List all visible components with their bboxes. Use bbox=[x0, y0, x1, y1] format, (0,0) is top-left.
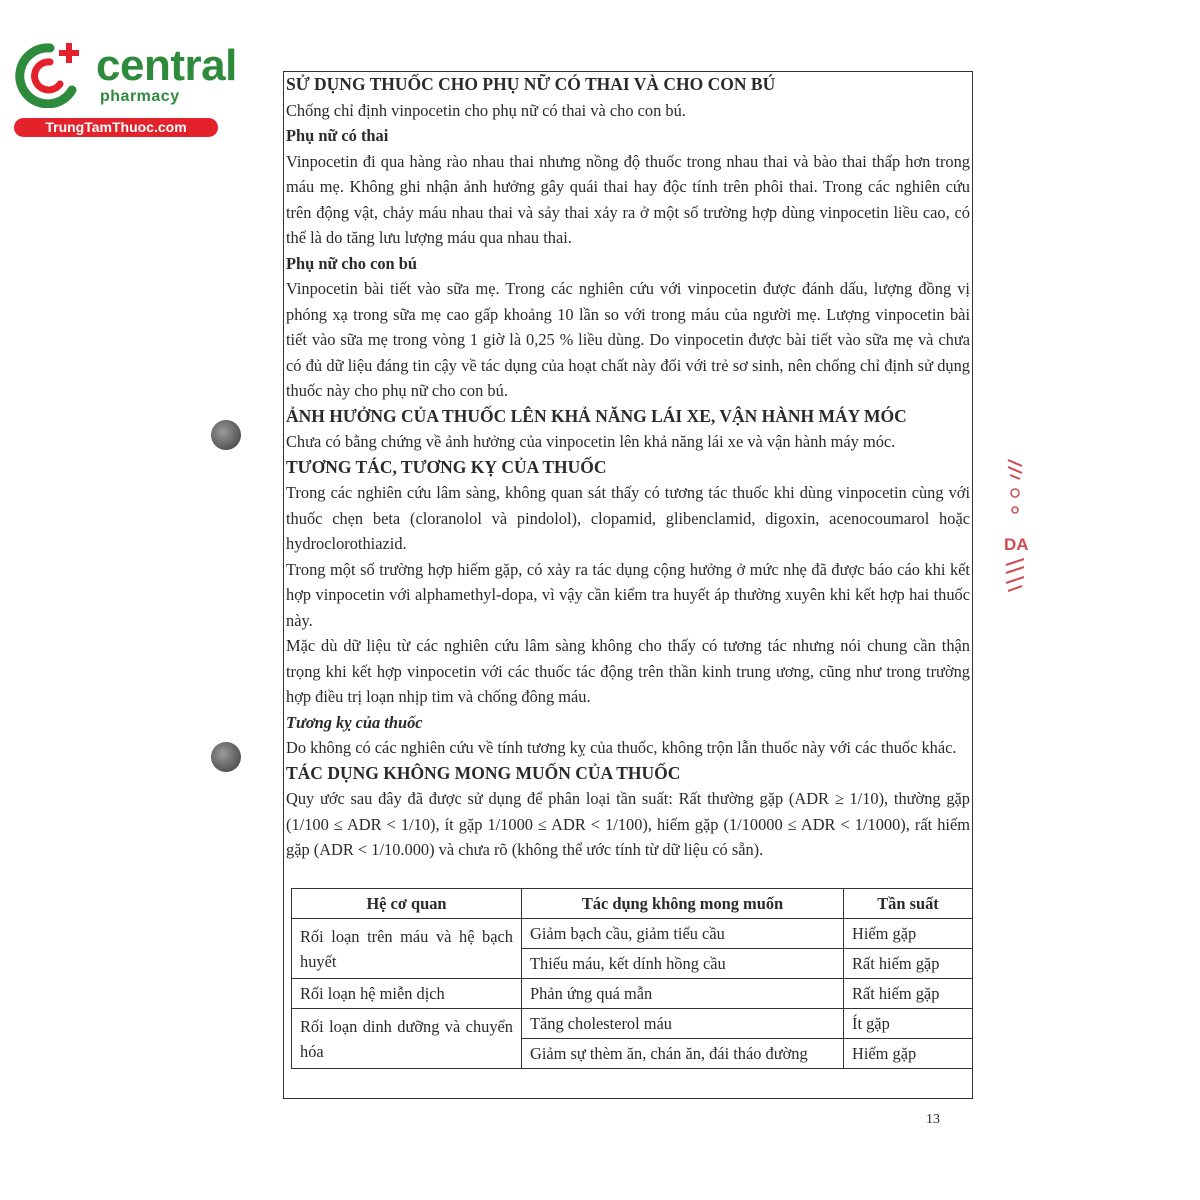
section-title-adverse: TÁC DỤNG KHÔNG MONG MUỐN CỦA THUỐC bbox=[286, 762, 681, 783]
table-header: Tần suất bbox=[844, 889, 973, 919]
table-header-row bbox=[292, 889, 973, 919]
paragraph-pregnancy-intro: Chống chỉ định vinpocetin cho phụ nữ có thai và cho con bú. bbox=[286, 100, 686, 120]
table-cell-frequency: Hiếm gặp bbox=[844, 1039, 973, 1069]
table-cell-effect: Phản ứng quá mẫn bbox=[522, 979, 844, 1009]
page-number: 13 bbox=[926, 1112, 940, 1127]
section-title-pregnancy: SỬ DỤNG THUỐC CHO PHỤ NỮ CÓ THAI VÀ CHO CON BÚ bbox=[286, 74, 776, 94]
section-title-driving: ẢNH HƯỞNG CỦA THUỐC LÊN KHẢ NĂNG LÁI XE, VẬN HÀNH MÁY MÓC bbox=[286, 405, 907, 426]
paragraph-pregnant: Vinpocetin đi qua hàng rào nhau thai nhưng nồng độ thuốc trong nhau thai và bào thai thấp hơn trong máu mẹ. Không ghi nhận ảnh hưởng gây quái thai hay độc tính trên phôi thai. Trong các nghiên cứu trên động vật, chảy máu nhau thai và sảy thai xảy ra ở một số trường hợp dùng vinpocetin liều cao, có thể là do tăng lưu lượng máu qua nhau thai. bbox=[286, 151, 970, 247]
paragraph-incompatibility: Do không có các nghiên cứu về tính tương kỵ của thuốc, không trộn lẫn thuốc này với các thuốc khác. bbox=[286, 738, 957, 757]
brand-site-badge: TrungTamThuoc.com bbox=[14, 118, 218, 137]
central-pharmacy-logo-icon bbox=[10, 38, 90, 108]
paragraph-adverse: Quy ước sau đây đã được sử dụng để phân loại tần suất: Rất thường gặp (ADR ≥ 1/10), thường gặp (1/100 ≤ ADR < 1/10), ít gặp 1/1000 ≤ ADR < 1/100), hiếm gặp (1/10000 ≤ ADR < 1/1000), rất hiếm gặp (ADR < 1/10.000) và chưa rõ (không thể ước tính từ dữ liệu có sẵn). bbox=[286, 789, 970, 859]
stamp-text: DA bbox=[1004, 535, 1029, 554]
adverse-effects-table bbox=[291, 888, 973, 1069]
table-cell-system: Rối loạn dinh dưỡng và chuyển hóa bbox=[292, 1009, 522, 1069]
table-cell-frequency: Rất hiếm gặp bbox=[844, 979, 973, 1009]
red-stamp-fragment bbox=[1000, 455, 1030, 605]
subtitle-nursing: Phụ nữ cho con bú bbox=[286, 253, 417, 273]
table-header: Tác dụng không mong muốn bbox=[522, 889, 844, 919]
table-row bbox=[292, 919, 973, 949]
paragraph-interaction-1: Trong các nghiên cứu lâm sàng, không quan sát thấy có tương tác thuốc khi dùng vinpocetin cùng với thuốc chẹn beta (cloranolol và pindolol), clopamid, glibenclamid, digoxin, acenocoumarol hoặc hydroclorothiazid. bbox=[286, 483, 970, 553]
paragraph-interaction-2: Trong một số trường hợp hiếm gặp, có xảy ra tác dụng cộng hưởng ở mức nhẹ đã được báo cáo khi kết hợp vinpocetin với alphamethyl-dopa, vì vậy cần kiểm tra huyết áp thường xuyên khi kết hợp hai thuốc này. bbox=[286, 559, 970, 630]
table-cell-effect: Thiếu máu, kết dính hồng cầu bbox=[522, 949, 844, 979]
document-content bbox=[286, 72, 970, 863]
table-row bbox=[292, 1009, 973, 1039]
table-cell-system: Rối loạn trên máu và hệ bạch huyết bbox=[292, 919, 522, 979]
table-cell-frequency: Ít gặp bbox=[844, 1009, 973, 1039]
table-row bbox=[292, 979, 973, 1009]
table-cell-effect: Giảm bạch cầu, giảm tiểu cầu bbox=[522, 919, 844, 949]
table-cell-frequency: Rất hiếm gặp bbox=[844, 949, 973, 979]
table-cell-frequency: Hiếm gặp bbox=[844, 919, 973, 949]
table-cell-system: Rối loạn hệ miễn dịch bbox=[292, 979, 522, 1009]
stamp-marks-icon bbox=[1000, 455, 1030, 605]
subtitle-incompatibility: Tương kỵ của thuốc bbox=[286, 712, 423, 732]
brand-tagline: pharmacy bbox=[100, 88, 180, 105]
table-cell-effect: Tăng cholesterol máu bbox=[522, 1009, 844, 1039]
table-cell-effect: Giảm sự thèm ăn, chán ăn, đái tháo đường bbox=[522, 1039, 844, 1069]
section-title-interaction: TƯƠNG TÁC, TƯƠNG KỴ CỦA THUỐC bbox=[286, 456, 607, 477]
table-header: Hệ cơ quan bbox=[292, 889, 522, 919]
brand-name: central bbox=[96, 41, 237, 90]
punch-hole-top bbox=[211, 420, 241, 450]
subtitle-pregnant: Phụ nữ có thai bbox=[286, 126, 389, 145]
paragraph-driving: Chưa có bằng chứng về ảnh hưởng của vinpocetin lên khả năng lái xe và vận hành máy móc. bbox=[286, 432, 896, 451]
paragraph-nursing: Vinpocetin bài tiết vào sữa mẹ. Trong các nghiên cứu với vinpocetin được đánh dấu, lượng đồng vị phóng xạ trong sữa mẹ cao gấp khoảng 10 lần so với trong máu của người mẹ. Lượng vinpocetin bài tiết vào sữa mẹ trong vòng 1 giờ là 0,25 % liều dùng. Do vinpocetin được bài tiết vào sữa mẹ và chưa có đủ dữ liệu đáng tin cậy về tác dụng của hoạt chất này đối với trẻ sơ sinh, nên chống chỉ định sử dụng thuốc này cho phụ nữ cho con bú. bbox=[286, 279, 970, 400]
brand-logo bbox=[10, 38, 237, 138]
paragraph-interaction-3: Mặc dù dữ liệu từ các nghiên cứu lâm sàng không cho thấy có tương tác nhưng nói chung cần thận trọng khi kết hợp vinpocetin với các thuốc tác động trên thần kinh trung ương, cũng như trong trường hợp điều trị loạn nhịp tim và chống đông máu. bbox=[286, 636, 970, 706]
punch-hole-bottom bbox=[211, 742, 241, 772]
